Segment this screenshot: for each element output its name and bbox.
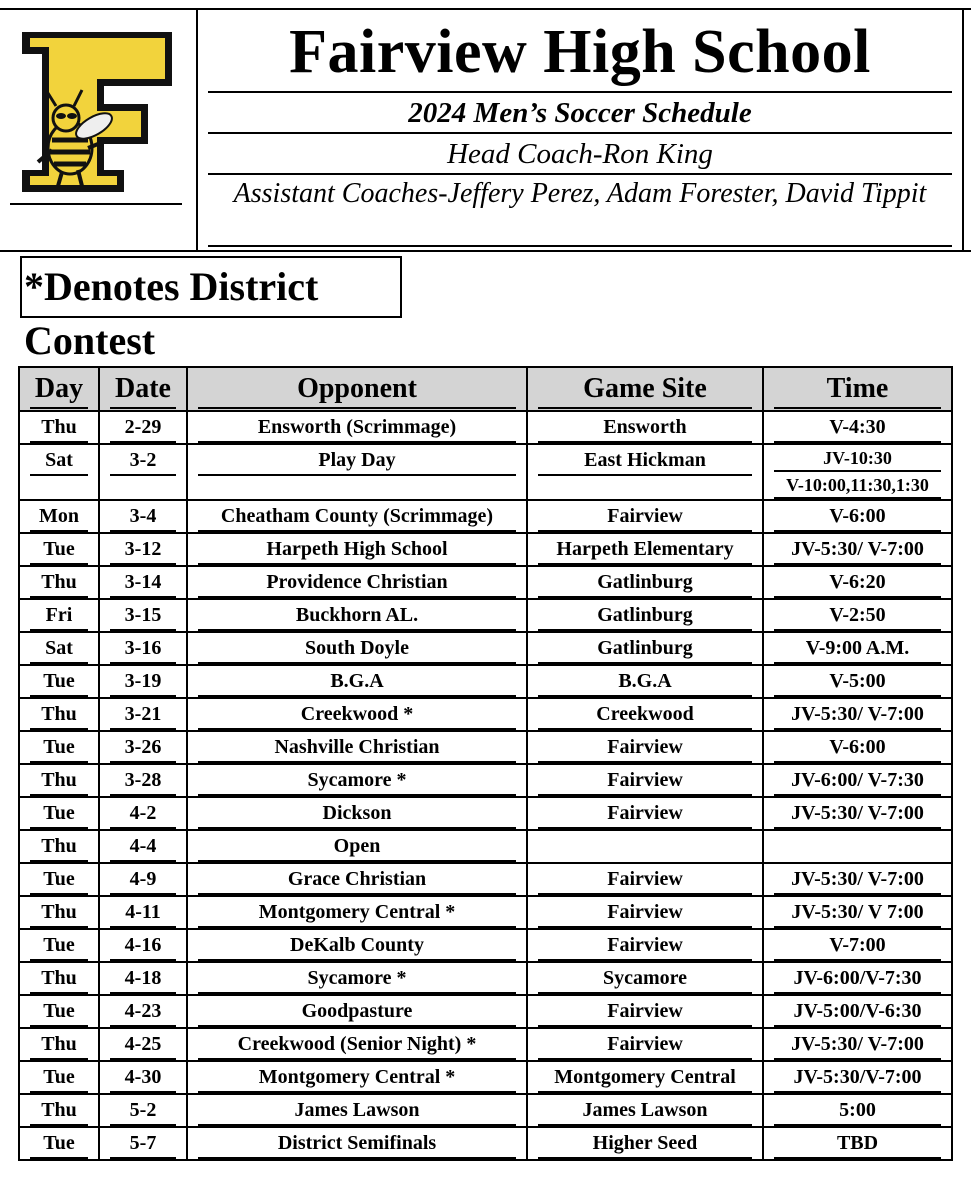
day-cell: Thu <box>19 1028 99 1061</box>
day-cell: Thu <box>19 566 99 599</box>
table-row <box>19 411 952 444</box>
date-cell: 4-4 <box>99 830 187 863</box>
game-site-cell: Fairview <box>527 797 763 830</box>
district-note-line1: *Denotes District <box>24 264 319 309</box>
date-cell: 5-2 <box>99 1094 187 1127</box>
date-cell: 3-12 <box>99 533 187 566</box>
school-name: Fairview High School <box>289 18 871 86</box>
game-site-cell: Ensworth <box>527 411 763 444</box>
date-cell: 4-11 <box>99 896 187 929</box>
time-cell: V-7:00 <box>763 929 952 962</box>
title-rule <box>208 91 952 93</box>
day-cell: Thu <box>19 962 99 995</box>
time-cell: V-2:50 <box>763 599 952 632</box>
yellow-jacket-f-logo-icon <box>8 20 183 205</box>
time-cell: JV-5:30/ V 7:00 <box>763 896 952 929</box>
game-site-cell: Sycamore <box>527 962 763 995</box>
day-cell: Thu <box>19 764 99 797</box>
game-site-cell: James Lawson <box>527 1094 763 1127</box>
opponent-cell: South Doyle <box>187 632 527 665</box>
column-header-game-site: Game Site <box>527 367 763 411</box>
day-cell: Tue <box>19 731 99 764</box>
table-row <box>19 896 952 929</box>
day-cell: Fri <box>19 599 99 632</box>
date-cell: 4-23 <box>99 995 187 1028</box>
date-cell: 3-19 <box>99 665 187 698</box>
opponent-cell: Dickson <box>187 797 527 830</box>
day-cell: Sat <box>19 632 99 665</box>
time-cell: JV-5:00/V-6:30 <box>763 995 952 1028</box>
time-cell: V-6:00 <box>763 731 952 764</box>
coach-rule <box>208 173 952 175</box>
game-site-cell: Montgomery Central <box>527 1061 763 1094</box>
date-cell: 4-25 <box>99 1028 187 1061</box>
assistant-coaches: Assistant Coaches-Jeffery Perez, Adam Forester, David Tippit <box>233 178 927 209</box>
day-cell: Thu <box>19 830 99 863</box>
date-cell: 3-14 <box>99 566 187 599</box>
game-site-cell: Higher Seed <box>527 1127 763 1160</box>
date-cell: 4-2 <box>99 797 187 830</box>
opponent-cell: Open <box>187 830 527 863</box>
opponent-cell: Goodpasture <box>187 995 527 1028</box>
opponent-cell: Sycamore * <box>187 764 527 797</box>
opponent-cell: Creekwood * <box>187 698 527 731</box>
header-bottom-border <box>0 250 971 252</box>
table-row <box>19 1094 952 1127</box>
day-cell: Tue <box>19 797 99 830</box>
opponent-cell: Providence Christian <box>187 566 527 599</box>
time-cell: JV-5:30/ V-7:00 <box>763 533 952 566</box>
game-site-cell <box>527 830 763 863</box>
assistants-rule <box>208 245 952 247</box>
time-cell: JV-5:30/ V-7:00 <box>763 1028 952 1061</box>
date-cell: 3-16 <box>99 632 187 665</box>
game-site-cell: East Hickman <box>527 444 763 500</box>
table-row <box>19 533 952 566</box>
logo-underline <box>10 203 182 205</box>
opponent-cell: Harpeth High School <box>187 533 527 566</box>
game-site-cell: Gatlinburg <box>527 566 763 599</box>
table-row <box>19 1127 952 1160</box>
time-cell: V-6:00 <box>763 500 952 533</box>
date-cell: 3-2 <box>99 444 187 500</box>
school-logo <box>8 20 183 205</box>
game-site-cell: Fairview <box>527 896 763 929</box>
table-row <box>19 962 952 995</box>
date-cell: 4-30 <box>99 1061 187 1094</box>
time-cell: V-6:20 <box>763 566 952 599</box>
game-site-cell: Fairview <box>527 863 763 896</box>
day-cell: Thu <box>19 698 99 731</box>
game-site-cell: Fairview <box>527 995 763 1028</box>
opponent-cell: Sycamore * <box>187 962 527 995</box>
column-header-opponent: Opponent <box>187 367 527 411</box>
day-cell: Mon <box>19 500 99 533</box>
time-cell-second-line: V-10:00,11:30,1:30 <box>774 472 941 499</box>
day-cell: Tue <box>19 665 99 698</box>
table-row <box>19 698 952 731</box>
subtitle-rule <box>208 132 952 134</box>
table-row <box>19 797 952 830</box>
time-cell: JV-6:00/ V-7:30 <box>763 764 952 797</box>
time-cell: JV-5:30/V-7:00 <box>763 1061 952 1094</box>
column-header-time: Time <box>763 367 952 411</box>
opponent-cell: Play Day <box>187 444 527 500</box>
date-cell: 3-15 <box>99 599 187 632</box>
date-cell: 3-28 <box>99 764 187 797</box>
opponent-cell: Ensworth (Scrimmage) <box>187 411 527 444</box>
opponent-cell: Cheatham County (Scrimmage) <box>187 500 527 533</box>
opponent-cell: DeKalb County <box>187 929 527 962</box>
opponent-cell: Grace Christian <box>187 863 527 896</box>
opponent-cell: James Lawson <box>187 1094 527 1127</box>
time-cell: V-4:30 <box>763 411 952 444</box>
day-cell: Tue <box>19 995 99 1028</box>
game-site-cell: Harpeth Elementary <box>527 533 763 566</box>
time-cell <box>763 830 952 863</box>
table-row <box>19 444 952 500</box>
game-site-cell: Fairview <box>527 764 763 797</box>
time-cell: 5:00 <box>763 1094 952 1127</box>
table-row <box>19 764 952 797</box>
district-note-line2: Contest <box>24 318 156 363</box>
opponent-cell: B.G.A <box>187 665 527 698</box>
table-row <box>19 1028 952 1061</box>
date-cell: 4-16 <box>99 929 187 962</box>
time-cell: JV-5:30/ V-7:00 <box>763 698 952 731</box>
game-site-cell: Fairview <box>527 929 763 962</box>
opponent-cell: Montgomery Central * <box>187 1061 527 1094</box>
game-site-cell: Fairview <box>527 1028 763 1061</box>
table-header-row <box>19 367 952 411</box>
opponent-cell: District Semifinals <box>187 1127 527 1160</box>
column-header-day: Day <box>19 367 99 411</box>
opponent-cell: Montgomery Central * <box>187 896 527 929</box>
header-divider <box>196 8 198 252</box>
time-cell: JV-10:30 V-10:00,11:30,1:30 <box>763 444 952 500</box>
table-row <box>19 929 952 962</box>
schedule-title: 2024 Men’s Soccer Schedule <box>408 97 752 129</box>
day-cell: Thu <box>19 896 99 929</box>
time-cell: V-9:00 A.M. <box>763 632 952 665</box>
date-cell: 4-9 <box>99 863 187 896</box>
table-row <box>19 731 952 764</box>
day-cell: Sat <box>19 444 99 500</box>
game-site-cell: B.G.A <box>527 665 763 698</box>
table-row <box>19 863 952 896</box>
day-cell: Thu <box>19 411 99 444</box>
day-cell: Tue <box>19 1061 99 1094</box>
time-cell: V-5:00 <box>763 665 952 698</box>
date-cell: 5-7 <box>99 1127 187 1160</box>
table-row <box>19 830 952 863</box>
date-cell: 4-18 <box>99 962 187 995</box>
date-cell: 3-26 <box>99 731 187 764</box>
head-coach: Head Coach-Ron King <box>447 138 713 170</box>
day-cell: Tue <box>19 929 99 962</box>
schedule-table <box>18 366 953 1161</box>
opponent-cell: Buckhorn AL. <box>187 599 527 632</box>
day-cell: Thu <box>19 1094 99 1127</box>
day-cell: Tue <box>19 1127 99 1160</box>
game-site-cell: Gatlinburg <box>527 632 763 665</box>
time-cell: JV-6:00/V-7:30 <box>763 962 952 995</box>
game-site-cell: Fairview <box>527 500 763 533</box>
time-cell: TBD <box>763 1127 952 1160</box>
game-site-cell: Fairview <box>527 731 763 764</box>
table-row <box>19 632 952 665</box>
header-top-border <box>0 8 971 10</box>
day-cell: Tue <box>19 863 99 896</box>
date-cell: 2-29 <box>99 411 187 444</box>
game-site-cell: Gatlinburg <box>527 599 763 632</box>
opponent-cell: Nashville Christian <box>187 731 527 764</box>
table-row <box>19 500 952 533</box>
time-cell: JV-5:30/ V-7:00 <box>763 863 952 896</box>
table-row <box>19 599 952 632</box>
table-row <box>19 1061 952 1094</box>
header-right-border <box>962 8 964 252</box>
table-row <box>19 566 952 599</box>
date-cell: 3-4 <box>99 500 187 533</box>
game-site-cell: Creekwood <box>527 698 763 731</box>
table-row <box>19 995 952 1028</box>
day-cell: Tue <box>19 533 99 566</box>
table-row <box>19 665 952 698</box>
time-cell: JV-5:30/ V-7:00 <box>763 797 952 830</box>
column-header-date: Date <box>99 367 187 411</box>
date-cell: 3-21 <box>99 698 187 731</box>
opponent-cell: Creekwood (Senior Night) * <box>187 1028 527 1061</box>
